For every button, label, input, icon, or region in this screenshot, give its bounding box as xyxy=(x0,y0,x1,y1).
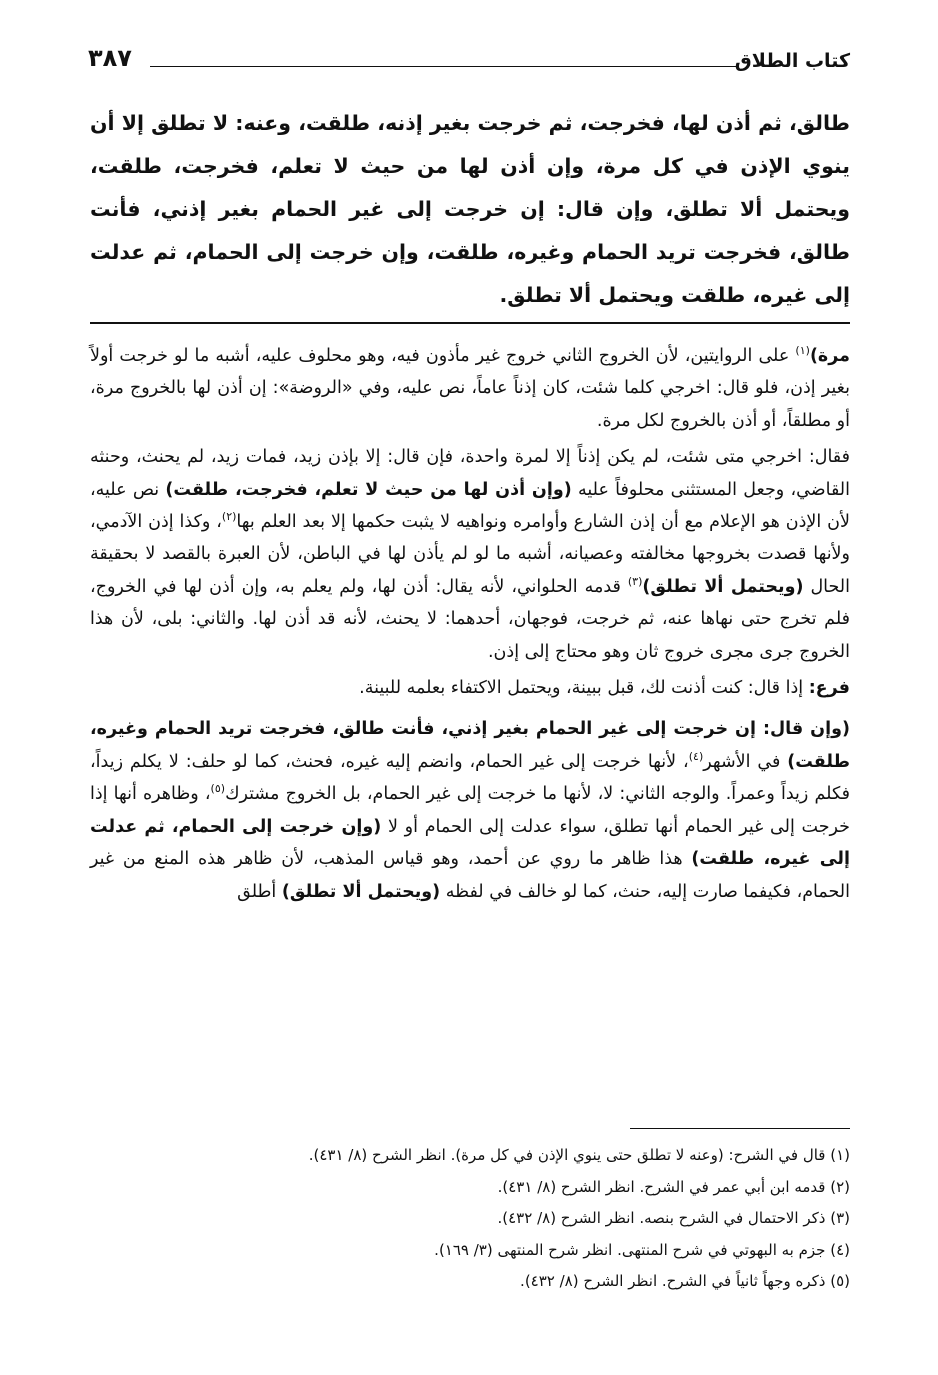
page-number: ٣٨٧ xyxy=(88,44,132,72)
commentary-text: على الروايتين، لأن الخروج الثاني خروج غير مأذون فيه، وهو محلوف عليه، أشبه ما لو خرجت أولاً بغير إذن، فلو قال: اخرجي كلما شئت، كان إذناً عاماً، نص عليه، وفي «الروضة»: إن أذن لها بالخروج مرة، أو مطلقاً، أو أذن بالخروج لكل مرة. xyxy=(90,346,850,431)
footnote-rule xyxy=(630,1128,850,1129)
commentary-text: ، لأنها خرجت إلى غير الحمام، وانضم إليه غيره، فحنث، كما لو حلف: لا يكلم زيداً، فكلم زيداً وعمراً. والوجه الثاني: لا، لأنها ما خرجت إلى غير الحمام، بل الخروج مشترك xyxy=(90,751,850,805)
branch-label: فرع: xyxy=(808,678,850,699)
commentary-text: نص عليه، لأن الإذن هو الإعلام مع أن إذن الشارع وأوامره ونواهيه لا يثبت حكمها إلا بعد العلم بها xyxy=(90,479,850,533)
commentary-text: قدمه الحلواني، لأنه يقال: أذن لها، ولم يعلم به، وإن أذن لها في الخروج، فلم تخرج حتى نهاها عنه، ثم خرجت، فوجهان، أحدهما: لا يحنث، لأنه قد أذن لها. والثاني: بلى، لأن هذا الخروج جرى مجرى خروج ثان وهو محتاج إلى إذن. xyxy=(90,576,850,662)
quoted-text: (ويحتمل ألا تطلق) xyxy=(281,881,441,902)
commentary-text: هذا ظاهر ما روي عن أحمد، وهو قياس المذهب، لأن ظاهر هذه المنع من غير الحمام، فكيفما صارت إليه، حنث، كما لو خالف في لفظه xyxy=(90,849,850,902)
footnote-ref[interactable]: (٢) xyxy=(221,510,237,524)
commentary-text: في الأشهر xyxy=(703,751,788,772)
quoted-text: (وإن قال: إن خرجت إلى غير الحمام بغير إذني، فأنت طالق، فخرجت تريد الحمام وغيره، طلقت) xyxy=(90,719,850,772)
footnote: (١) قال في الشرح: (وعنه لا تطلق حتى ينوي الإذن في كل مرة). انظر الشرح (٨/ ٤٣١). xyxy=(308,1146,850,1164)
book-title: كتاب الطلاق xyxy=(734,50,850,72)
footnote-ref[interactable]: (١) xyxy=(795,344,810,358)
footnote: (٣) ذكر الاحتمال في الشرح بنصه. انظر الشرح (٨/ ٤٣٢). xyxy=(497,1209,850,1227)
commentary xyxy=(90,340,850,908)
footnote-ref[interactable]: (٥) xyxy=(210,782,226,796)
commentary-text: أطلق xyxy=(237,881,282,902)
commentary-paragraph xyxy=(90,441,850,668)
footnote: (٥) ذكره وجهاً ثانياً في الشرح. انظر الشرح (٨/ ٤٣٢). xyxy=(520,1272,850,1290)
commentary-text: فقال: اخرجي متى شئت، لم يكن إذناً إلا لمرة واحدة، فإن قال: إلا بإذن زيد، فمات زيد، لم يحنث، وحنثه القاضي، وجعل المستثنى محلوفاً عليه xyxy=(90,447,851,500)
commentary-paragraph xyxy=(90,340,850,437)
header-rule xyxy=(150,66,738,67)
quoted-text: (ويحتمل ألا تطلق) xyxy=(642,576,804,597)
commentary-text: إذا قال: كنت أذنت لك، قبل ببينة، ويحتمل الاكتفاء بعلمه للبينة. xyxy=(359,678,809,699)
quoted-text: (وإن خرجت إلى الحمام، ثم عدلت إلى غيره، طلقت) xyxy=(90,816,850,870)
running-header xyxy=(88,40,850,80)
commentary-text: ، وكذا إذن الآدمي، ولأنها قصدت بخروجها مخالفته وعصيانه، أشبه ما لو لم يأذن لها في الباطن، لأن العبرة بالقصد لا بحقيقة الحال xyxy=(90,512,850,597)
commentary-text: ، وظاهره أنها إذا خرجت إلى غير الحمام أنها تطلق، سواء عدلت إلى الحمام أو لا xyxy=(90,784,850,837)
quoted-text: مرة) xyxy=(809,346,850,366)
commentary-paragraph xyxy=(90,713,850,907)
footnote: (٤) جزم به البهوتي في شرح المنتهى. انظر شرح المنتهى (٣/ ١٦٩). xyxy=(434,1240,850,1259)
footnote-ref[interactable]: (٣) xyxy=(627,575,643,589)
section-divider xyxy=(90,322,850,324)
footnotes xyxy=(90,1140,850,1298)
footnote-ref[interactable]: (٤) xyxy=(688,750,704,764)
footnote: (٢) قدمه ابن أبي عمر في الشرح. انظر الشرح (٨/ ٤٣١). xyxy=(497,1177,850,1196)
quoted-text: (وإن أذن لها من حيث لا تعلم، فخرجت، طلقت) xyxy=(165,479,572,500)
main-text: طالق، ثم أذن لها، فخرجت، ثم خرجت بغير إذنه، طلقت، وعنه: لا تطلق إلا أن ينوي الإذن في كل مرة، وإن أذن لها من حيث لا تعلم، فخرجت، طلقت، ويحتمل ألا تطلق، وإن قال: إن خرجت إلى غير الحمام بغير إذني، فأنت طالق، فخرجت تريد الحمام وغيره، طلقت، وإن خرجت إلى الحمام، ثم عدلت إلى غيره، طلقت ويحتمل ألا تطلق. xyxy=(90,111,850,307)
commentary-paragraph xyxy=(90,672,850,704)
